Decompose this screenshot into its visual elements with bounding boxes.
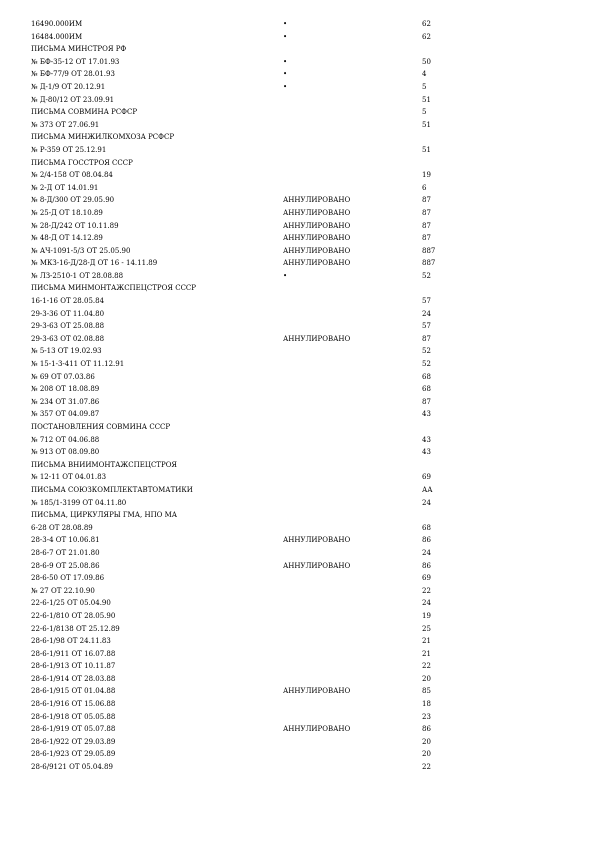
row-page: АА	[422, 485, 433, 494]
row-page: 86	[422, 536, 431, 545]
index-row	[31, 358, 451, 371]
row-reference: 28-6-1/98 ОТ 24.11.83	[31, 637, 111, 646]
row-page: 69	[422, 574, 431, 583]
row-reference: 28-6-1/922 ОТ 29.03.89	[31, 737, 116, 746]
row-page: 20	[422, 674, 431, 683]
index-row	[31, 610, 451, 623]
row-reference: № 15-1-3-411 ОТ 11.12.91	[31, 360, 125, 369]
row-page: 5	[422, 82, 427, 91]
index-row	[31, 371, 451, 384]
row-page: 24	[422, 309, 431, 318]
index-row	[31, 648, 451, 661]
row-status: •	[283, 20, 288, 28]
index-row	[31, 522, 451, 535]
row-reference: ПИСЬМА СОВМИНА РСФСР	[31, 108, 138, 117]
row-page: 43	[422, 410, 431, 419]
row-page: 51	[422, 120, 431, 129]
index-row	[31, 194, 451, 207]
row-page: 5	[422, 108, 427, 117]
index-row	[31, 434, 451, 447]
row-reference: 28-6-1/916 ОТ 15.06.88	[31, 700, 116, 709]
row-reference: № АЧ-1091-5/3 ОТ 25.05.90	[31, 246, 131, 255]
index-row	[31, 308, 451, 321]
row-page: 86	[422, 725, 431, 734]
row-page: 22	[422, 662, 431, 671]
row-status: АННУЛИРОВАНО	[283, 246, 351, 255]
row-reference: 28-6-1/913 ОТ 10.11.87	[31, 662, 116, 671]
row-reference: 16-1-16 ОТ 28.05.84	[31, 297, 105, 306]
row-reference: № 712 ОТ 04.06.88	[31, 435, 100, 444]
index-row	[31, 396, 451, 409]
row-reference: 28-6-1/919 ОТ 05.07.88	[31, 725, 116, 734]
row-page: 52	[422, 271, 431, 280]
row-reference: 29-3-63 ОТ 02.08.88	[31, 334, 105, 343]
row-status: АННУЛИРОВАНО	[283, 334, 351, 343]
row-page: 87	[422, 221, 431, 230]
row-page: 50	[422, 57, 431, 66]
index-row	[31, 144, 451, 157]
row-page: 887	[422, 246, 436, 255]
index-row	[31, 711, 451, 724]
row-status: •	[283, 271, 288, 280]
row-page: 52	[422, 360, 431, 369]
row-page: 69	[422, 473, 431, 482]
index-row	[31, 106, 451, 119]
row-reference: 29-3-36 ОТ 11.04.80	[31, 309, 105, 318]
row-reference: 28-6-1/914 ОТ 28.03.88	[31, 674, 116, 683]
index-row	[31, 18, 451, 31]
row-reference: № 373 ОТ 27.06.91	[31, 120, 100, 129]
row-page: 887	[422, 259, 436, 268]
index-row	[31, 81, 451, 94]
index-row	[31, 748, 451, 761]
row-page: 19	[422, 171, 431, 180]
row-page: 87	[422, 196, 431, 205]
row-status: АННУЛИРОВАНО	[283, 196, 351, 205]
row-reference: № 25-Д ОТ 18.10.89	[31, 208, 103, 217]
row-reference: № МКЗ-16-Д/28-Д ОТ 16 - 14.11.89	[31, 259, 158, 268]
row-status: •	[283, 32, 288, 41]
index-row	[31, 761, 451, 774]
row-reference: ПИСЬМА МИНСТРОЯ РФ	[31, 45, 127, 54]
row-status: АННУЛИРОВАНО	[283, 234, 351, 243]
row-reference: ПИСЬМА СОЮЗКОМПЛЕКТАВТОМАТИКИ	[31, 485, 193, 494]
row-page: 19	[422, 611, 431, 620]
row-reference: 22-6-1/8138 ОТ 25.12.89	[31, 624, 120, 633]
index-row	[31, 560, 451, 573]
row-reference: № 12-11 ОТ 04.01.83	[31, 473, 107, 482]
row-reference: ПОСТАНОВЛЕНИЯ СОВМИНА СССР	[31, 423, 171, 431]
row-reference: ПИСЬМА МИНЖИЛКОМХОЗА РСФСР	[31, 133, 175, 142]
row-page: 18	[422, 700, 431, 709]
row-page: 87	[422, 234, 431, 243]
index-row	[31, 345, 451, 358]
row-page: 21	[422, 649, 431, 658]
index-row	[31, 421, 451, 434]
index-row	[31, 459, 451, 472]
row-reference: № 28-Д/242 ОТ 10.11.89	[31, 221, 119, 230]
index-row	[31, 383, 451, 396]
row-reference: № 234 ОТ 31.07.86	[31, 397, 100, 406]
row-reference: № ЛЗ-2510-1 ОТ 28.08.88	[31, 271, 124, 280]
row-reference: 28-6-1/911 ОТ 16.07.88	[31, 649, 116, 658]
row-page: 20	[422, 750, 431, 759]
row-status: АННУЛИРОВАНО	[283, 725, 351, 734]
index-row	[31, 232, 451, 245]
row-reference: № 208 ОТ 18.08.89	[31, 385, 100, 394]
row-reference: 29-3-63 ОТ 25.08.88	[31, 322, 105, 331]
index-row	[31, 157, 451, 170]
row-reference: 28-6-9 ОТ 25.08.86	[31, 561, 100, 570]
row-reference: № 27 ОТ 22.10.90	[31, 586, 95, 595]
row-reference: № 48-Д ОТ 14.12.89	[31, 234, 103, 243]
row-status: •	[283, 70, 288, 79]
row-page: 68	[422, 523, 431, 532]
row-page: 86	[422, 561, 431, 570]
row-page: 51	[422, 145, 431, 154]
index-row	[31, 585, 451, 598]
row-page: 23	[422, 712, 431, 721]
index-row	[31, 497, 451, 510]
index-row	[31, 446, 451, 459]
index-row	[31, 623, 451, 636]
index-row	[31, 660, 451, 673]
row-status: АННУЛИРОВАНО	[283, 536, 351, 545]
index-row	[31, 220, 451, 233]
row-page: 20	[422, 737, 431, 746]
row-status: АННУЛИРОВАНО	[283, 687, 351, 696]
row-page: 52	[422, 347, 431, 356]
row-status: АННУЛИРОВАНО	[283, 221, 351, 230]
index-row	[31, 94, 451, 107]
row-reference: № 69 ОТ 07.03.86	[31, 372, 95, 381]
index-row	[31, 282, 451, 295]
row-page: 25	[422, 624, 431, 633]
row-reference: № 5-13 ОТ 19.02.93	[31, 347, 102, 356]
row-page: 62	[422, 20, 431, 28]
row-page: 68	[422, 372, 431, 381]
row-page: 24	[422, 599, 431, 608]
row-page: 87	[422, 397, 431, 406]
row-status: АННУЛИРОВАНО	[283, 561, 351, 570]
index-row	[31, 270, 451, 283]
index-row	[31, 333, 451, 346]
row-reference: ПИСЬМА ВНИИМОНТАЖСПЕЦСТРОЯ	[31, 460, 178, 469]
index-row	[31, 320, 451, 333]
row-page: 24	[422, 498, 431, 507]
row-page: 68	[422, 385, 431, 394]
index-row	[31, 673, 451, 686]
row-reference: № 8-Д/300 ОТ 29.05.90	[31, 196, 115, 205]
row-reference: 28-3-4 ОТ 10.06.81	[31, 536, 100, 545]
index-row	[31, 119, 451, 132]
row-reference: 28-6/9121 ОТ 05.04.89	[31, 763, 113, 772]
row-reference: № 2-Д ОТ 14.01.91	[31, 183, 99, 192]
row-reference: 16490.000ИМ	[31, 20, 83, 28]
row-page: 4	[422, 70, 427, 79]
row-page: 6	[422, 183, 427, 192]
row-reference: ПИСЬМА, ЦИРКУЛЯРЫ ГМА, НПО МА	[31, 511, 178, 520]
index-row	[31, 68, 451, 81]
index-row	[31, 408, 451, 421]
index-row	[31, 245, 451, 258]
row-reference: ПИСЬМА МИНМОНТАЖСПЕЦСТРОЯ СССР	[31, 284, 197, 293]
index-row	[31, 547, 451, 560]
row-reference: № Д-80/12 ОТ 23.09.91	[31, 95, 115, 104]
index-row	[31, 736, 451, 749]
row-reference: № Д-1/9 ОТ 20.12.91	[31, 82, 106, 91]
index-row	[31, 56, 451, 69]
row-page: 43	[422, 435, 431, 444]
index-row	[31, 169, 451, 182]
index-row	[31, 131, 451, 144]
index-row	[31, 207, 451, 220]
row-page: 22	[422, 586, 431, 595]
row-reference: 28-6-1/918 ОТ 05.05.88	[31, 712, 116, 721]
row-page: 43	[422, 448, 431, 457]
row-reference: № 913 ОТ 08.09.80	[31, 448, 100, 457]
row-page: 24	[422, 548, 431, 557]
row-reference: № 185/1-3199 ОТ 04.11.80	[31, 498, 127, 507]
row-page: 51	[422, 95, 431, 104]
row-status: •	[283, 57, 288, 66]
row-reference: № 357 ОТ 04.09.87	[31, 410, 100, 419]
row-reference: 6-28 ОТ 28.08.89	[31, 523, 93, 532]
row-reference: 28-6-50 ОТ 17.09.86	[31, 574, 105, 583]
index-row	[31, 484, 451, 497]
index-row	[31, 509, 451, 522]
row-page: 22	[422, 763, 431, 772]
index-row	[31, 635, 451, 648]
row-page: 57	[422, 297, 431, 306]
index-row	[31, 295, 451, 308]
index-row	[31, 534, 451, 547]
row-reference: № БФ-77/9 ОТ 28.01.93	[31, 70, 115, 79]
row-page: 57	[422, 322, 431, 331]
row-page: 87	[422, 208, 431, 217]
row-reference: № Р-359 ОТ 25.12.91	[31, 145, 107, 154]
row-status: АННУЛИРОВАНО	[283, 208, 351, 217]
row-reference: 16484.000ИМ	[31, 32, 83, 41]
row-page: 21	[422, 637, 431, 646]
index-row	[31, 597, 451, 610]
row-reference: 28-6-1/923 ОТ 29.05.89	[31, 750, 116, 759]
index-row	[31, 685, 451, 698]
index-row	[31, 43, 451, 56]
row-page: 85	[422, 687, 431, 696]
index-row	[31, 257, 451, 270]
row-page: 62	[422, 32, 431, 41]
row-status: АННУЛИРОВАНО	[283, 259, 351, 268]
row-reference: ПИСЬМА ГОССТРОЯ СССР	[31, 158, 133, 167]
index-row	[31, 182, 451, 195]
row-reference: № БФ-35-12 ОТ 17.01.93	[31, 57, 120, 66]
row-reference: 28-6-7 ОТ 21.01.80	[31, 548, 100, 557]
row-reference: 28-6-1/915 ОТ 01.04.88	[31, 687, 116, 696]
row-reference: 22-6-1/810 ОТ 28.05.90	[31, 611, 116, 620]
index-row	[31, 471, 451, 484]
row-status: •	[283, 82, 288, 91]
index-row	[31, 723, 451, 736]
index-row	[31, 698, 451, 711]
index-row	[31, 572, 451, 585]
row-page: 87	[422, 334, 431, 343]
row-reference: 22-6-1/25 ОТ 05.04.90	[31, 599, 111, 608]
index-list	[31, 18, 451, 774]
row-reference: № 2/4-158 ОТ 08.04.84	[31, 171, 113, 180]
index-row	[31, 31, 451, 44]
